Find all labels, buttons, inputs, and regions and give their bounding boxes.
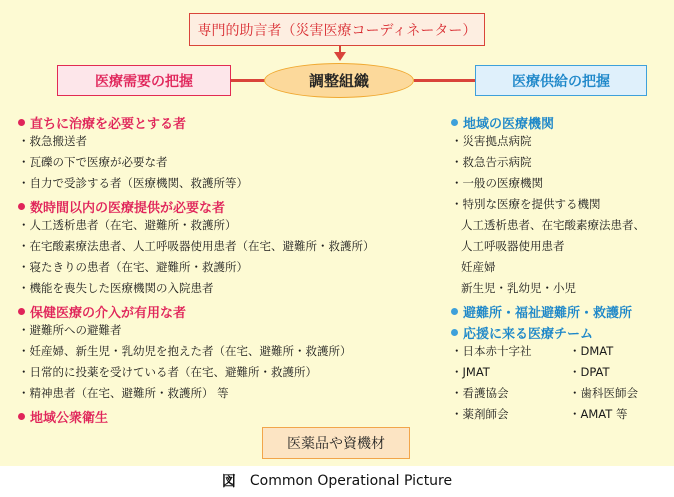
list-item: ・避難所への避難者 xyxy=(18,323,122,337)
list-item: ・救急搬送者 xyxy=(18,134,87,148)
list-sub-item: 新生児・乳幼児・小児 xyxy=(461,281,576,295)
bullet-dot-icon xyxy=(18,203,25,210)
list-item: ・人工透析患者（在宅、避難所・救護所） xyxy=(18,218,237,232)
bullet-dot-icon xyxy=(451,308,458,315)
supply-heading-shelters: 避難所・福祉避難所・救護所 xyxy=(451,302,659,320)
list-sub-item: 人工透析患者、在宅酸素療法患者、 xyxy=(461,218,645,232)
bullet-dot-icon xyxy=(18,413,25,420)
coordination-oval: 調整組織 xyxy=(264,63,414,98)
bullet-dot-icon xyxy=(18,119,25,126)
list-item: ・自力で受診する者（医療機関、救護所等） xyxy=(18,176,248,190)
supply-heading-teams: 応援に来る医療チーム xyxy=(451,323,659,341)
bullet-dot-icon xyxy=(451,329,458,336)
list-item: ・精神患者（在宅、避難所・救護所） 等 xyxy=(18,386,229,400)
list-item: ・日本赤十字社 xyxy=(451,344,532,358)
bullet-dot-icon xyxy=(451,119,458,126)
list-sub-item: 人工呼吸器使用患者 xyxy=(461,239,565,253)
figure-label: 図 xyxy=(221,474,236,490)
arrow-down-icon xyxy=(334,52,346,61)
list-item: ・DMAT xyxy=(569,344,614,358)
list-item: ・妊産婦、新生児・乳幼児を抱えた者（在宅、避難所・救護所） xyxy=(18,344,352,358)
figure-caption-text: Common Operational Picture xyxy=(249,473,453,489)
demand-heading-hours: 数時間以内の医療提供が必要な者 xyxy=(18,197,375,215)
team-grid xyxy=(451,341,659,425)
list-item: ・歯科医師会 xyxy=(569,386,638,400)
advisor-box: 専門的助言者（災害医療コーディネーター） xyxy=(189,13,485,46)
list-item: ・薬剤師会 xyxy=(451,407,509,421)
list-sub-item: 妊産婦 xyxy=(461,260,496,274)
supply-box: 医療供給の把握 xyxy=(475,65,647,96)
list-item: ・瓦礫の下で医療が必要な者 xyxy=(18,155,168,169)
demand-heading-immediate: 直ちに治療を必要とする者 xyxy=(18,113,375,131)
demand-box: 医療需要の把握 xyxy=(57,65,231,96)
demand-list xyxy=(18,113,375,425)
supply-heading-local: 地域の医療機関 xyxy=(451,113,659,131)
supply-connector xyxy=(414,79,475,82)
list-item: ・災害拠点病院 xyxy=(451,134,532,148)
bullet-dot-icon xyxy=(18,308,25,315)
list-item: ・看護協会 xyxy=(451,386,509,400)
list-item: ・救急告示病院 xyxy=(451,155,532,169)
demand-connector xyxy=(231,79,265,82)
demand-heading-health: 保健医療の介入が有用な者 xyxy=(18,302,375,320)
list-item: ・一般の医療機関 xyxy=(451,176,543,190)
list-item: ・在宅酸素療法患者、人工呼吸器使用患者（在宅、避難所・救護所） xyxy=(18,239,375,253)
list-item: ・日常的に投薬を受けている者（在宅、避難所・救護所） xyxy=(18,365,317,379)
list-item: ・機能を喪失した医療機関の入院患者 xyxy=(18,281,214,295)
list-item: ・AMAT 等 xyxy=(569,407,628,421)
list-item: ・特別な医療を提供する機関 xyxy=(451,197,601,211)
list-item: ・寝たきりの患者（在宅、避難所・救護所） xyxy=(18,260,248,274)
list-item: ・JMAT xyxy=(451,365,490,379)
demand-heading-public-health: 地域公衆衛生 xyxy=(18,407,375,425)
supply-list xyxy=(451,113,659,425)
supplies-box: 医薬品や資機材 xyxy=(262,427,410,459)
figure-caption xyxy=(0,468,674,494)
list-item: ・DPAT xyxy=(569,365,610,379)
